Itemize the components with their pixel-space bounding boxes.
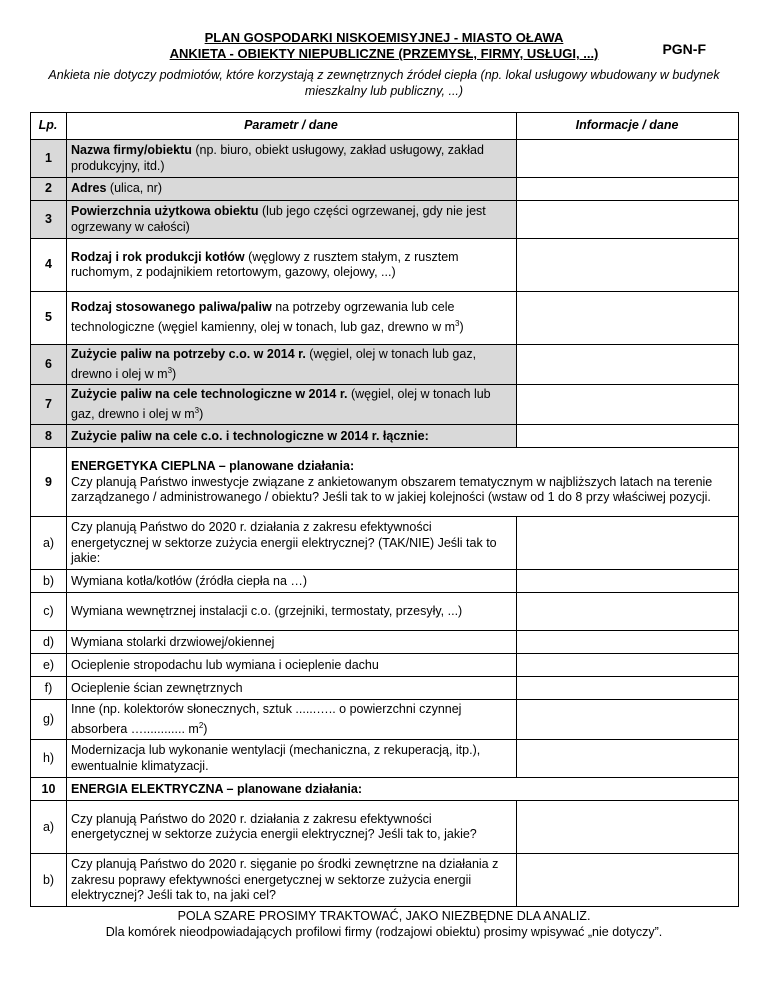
row-parameter (67, 801, 517, 854)
row-parameter (67, 700, 517, 740)
row-7-description: (węgiel, olej w tonach lub gaz, drewno i olej w m (71, 387, 491, 421)
form-code: PGN-F (662, 41, 706, 57)
row-letter: b) (31, 854, 67, 907)
table-row (31, 140, 739, 178)
row-answer-field[interactable] (517, 593, 739, 631)
row-parameter (67, 345, 517, 385)
table-row (31, 239, 739, 292)
section-10-title-cell (67, 778, 739, 801)
table-row (31, 700, 739, 740)
section-9-description (67, 448, 739, 517)
row-8-label: Zużycie paliw na cele c.o. i technologiczne w 2014 r. łącznie: (71, 428, 429, 443)
item-9-f-description: Ocieplenie ścian zewnętrznych (71, 680, 243, 695)
row-6-superscript: 3 (167, 365, 173, 375)
table-row (31, 631, 739, 654)
item-9-g-tail: ) (203, 721, 208, 736)
row-parameter (67, 654, 517, 677)
row-parameter (67, 239, 517, 292)
table-header-row (31, 113, 739, 140)
row-parameter (67, 178, 517, 201)
row-letter: e) (31, 654, 67, 677)
row-parameter (67, 854, 517, 907)
section-10-title: ENERGIA ELEKTRYCZNA – planowane działania: (71, 781, 363, 796)
row-letter: a) (31, 801, 67, 854)
row-letter: d) (31, 631, 67, 654)
row-5-superscript: 3 (455, 318, 460, 328)
row-number: 7 (31, 385, 67, 425)
row-answer-field[interactable] (517, 740, 739, 778)
section-10-row (31, 778, 739, 801)
footer-line-1: POLA SZARE PROSIMY TRAKTOWAĆ, JAKO NIEZBĘDNE DLA ANALIZ. (177, 909, 591, 923)
row-number: 9 (31, 448, 67, 517)
item-9-h-description: Modernizacja lub wykonanie wentylacji (mechaniczna, z rekuperacją, itp.), ewentualnie klimatyzacji. (71, 743, 481, 773)
col-header-info: Informacje / dane (517, 113, 739, 140)
item-9-g-superscript: 2 (198, 720, 204, 730)
row-5-label: Rodzaj stosowanego paliwa/paliw (71, 300, 272, 315)
row-4-description: (węglowy z rusztem stałym, z rusztem ruchomym, z podajnikiem retortowym, gazowy, olejowy, ...) (71, 249, 459, 279)
item-10-b-description: Czy planują Państwo do 2020 r. sięganie po środki zewnętrzne na działania z zakresu poprawy efektywności energetycznej w sektorze zużycia energii elektrycznej? Jeśli tak to, na jaki cel? (71, 857, 499, 903)
row-answer-field[interactable] (517, 292, 739, 345)
row-number: 10 (31, 778, 67, 801)
row-answer-field[interactable] (517, 517, 739, 570)
table-row (31, 292, 739, 345)
row-answer-field[interactable] (517, 631, 739, 654)
row-number: 3 (31, 201, 67, 239)
row-parameter (67, 201, 517, 239)
footer-line-2: Dla komórek nieodpowiadających profilowi firmy (rodzajowi obiektu) prosimy wpisywać „nie dotyczy”. (105, 925, 663, 939)
row-2-label: Adres (71, 181, 107, 196)
row-7-superscript: 3 (194, 405, 200, 415)
row-7-label: Zużycie paliw na cele technologiczne w 2014 r. (71, 387, 348, 402)
table-row (31, 677, 739, 700)
section-9-text: Czy planują Państwo inwestycje związane z ankietowanym obszarem tematycznym w najbliższych latach na terenie zarządzanego / administrowanego / obiektu? Jeśli tak to w jakiej kolejności (wstaw od 1 do 8 przy właściwej pozycji. (71, 474, 713, 505)
row-parameter (67, 570, 517, 593)
row-answer-field[interactable] (517, 854, 739, 907)
row-answer-field[interactable] (517, 801, 739, 854)
table-row (31, 593, 739, 631)
row-parameter (67, 385, 517, 425)
row-number: 5 (31, 292, 67, 345)
col-header-lp: Lp. (31, 113, 67, 140)
row-letter: a) (31, 517, 67, 570)
table-row (31, 654, 739, 677)
survey-table (30, 112, 739, 907)
table-row (31, 570, 739, 593)
table-row (31, 740, 739, 778)
row-answer-field[interactable] (517, 345, 739, 385)
row-answer-field[interactable] (517, 700, 739, 740)
row-answer-field[interactable] (517, 239, 739, 292)
row-6-description: (węgiel, olej w tonach lub gaz, drewno i olej w m (71, 347, 477, 381)
table-row (31, 201, 739, 239)
row-5-description: na potrzeby ogrzewania lub cele technologiczne (węgiel kamienny, olej w tonach, lub gaz, drewno w m (71, 300, 455, 335)
row-parameter (67, 593, 517, 631)
item-9-g-description: Inne (np. kolektorów słonecznych, sztuk ......….. o powierzchni czynnej absorbera …............ m (71, 702, 462, 736)
row-6-tail: ) (172, 366, 177, 381)
row-3-label: Powierzchnia użytkowa obiektu (71, 204, 259, 218)
item-10-a-description: Czy planują Państwo do 2020 r. działania z zakresu efektywności energetycznej w sektorze zużycia energii elektrycznej? Jeśli tak to, jakie? (71, 811, 477, 842)
row-number: 8 (31, 425, 67, 448)
row-letter: c) (31, 593, 67, 631)
table-row (31, 517, 739, 570)
row-letter: g) (31, 700, 67, 740)
row-answer-field[interactable] (517, 140, 739, 178)
table-row (31, 854, 739, 907)
row-answer-field[interactable] (517, 425, 739, 448)
row-number: 2 (31, 178, 67, 201)
row-1-description: (np. biuro, obiekt usługowy, zakład usługowy, zakład produkcyjny, itd.) (71, 143, 484, 173)
document-header (0, 30, 768, 62)
row-5-tail: ) (459, 320, 464, 335)
row-parameter (67, 140, 517, 178)
row-parameter (67, 740, 517, 778)
table-row (31, 425, 739, 448)
table-row (31, 345, 739, 385)
row-parameter (67, 517, 517, 570)
row-answer-field[interactable] (517, 654, 739, 677)
header-subtitle: ANKIETA - OBIEKTY NIEPUBLICZNE (PRZEMYSŁ, FIRMY, USŁUGI, ...) (169, 46, 599, 61)
row-answer-field[interactable] (517, 570, 739, 593)
row-number: 4 (31, 239, 67, 292)
row-7-tail: ) (199, 406, 204, 421)
row-letter: h) (31, 740, 67, 778)
row-parameter (67, 425, 517, 448)
row-answer-field[interactable] (517, 201, 739, 239)
row-answer-field[interactable] (517, 677, 739, 700)
row-parameter (67, 631, 517, 654)
row-letter: f) (31, 677, 67, 700)
header-title: PLAN GOSPODARKI NISKOEMISYJNEJ - MIASTO OŁAWA (204, 30, 564, 45)
item-9-e-description: Ocieplenie stropodachu lub wymiana i ocieplenie dachu (71, 657, 379, 672)
table-row (31, 801, 739, 854)
row-number: 6 (31, 345, 67, 385)
row-answer-field[interactable] (517, 178, 739, 201)
footer-note (0, 908, 768, 940)
section-9-title: ENERGETYKA CIEPLNA – planowane działania: (71, 459, 355, 474)
item-9-b-description: Wymiana kotła/kotłów (źródła ciepła na …) (71, 573, 308, 588)
intro-note: Ankieta nie dotyczy podmiotów, które korzystają z zewnętrznych źródeł ciepła (np. lokal usługowy wbudowany w budynek mieszkalny lub publiczny, ...) (48, 68, 720, 98)
row-answer-field[interactable] (517, 385, 739, 425)
col-header-param: Parametr / dane (67, 113, 517, 140)
table-row (31, 178, 739, 201)
row-2-description: (ulica, nr) (106, 181, 163, 196)
section-9-row (31, 448, 739, 517)
item-9-c-description: Wymiana wewnętrznej instalacji c.o. (grzejniki, termostaty, przesyły, ...) (71, 604, 463, 619)
row-4-label: Rodzaj i rok produkcji kotłów (71, 249, 245, 264)
table-row (31, 385, 739, 425)
row-1-label: Nazwa firmy/obiektu (71, 143, 192, 157)
item-9-a-description: Czy planują Państwo do 2020 r. działania z zakresu efektywności energetycznej w sektorze zużycia energii elektrycznej? (TAK/NIE) Jeśli tak to jakie: (71, 520, 497, 566)
row-letter: b) (31, 570, 67, 593)
row-6-label: Zużycie paliw na potrzeby c.o. w 2014 r. (71, 347, 306, 361)
item-9-d-description: Wymiana stolarki drzwiowej/okiennej (71, 634, 275, 649)
row-3-description: (lub jego części ogrzewanej, gdy nie jest ogrzewany w całości) (71, 204, 486, 234)
row-parameter (67, 677, 517, 700)
row-number: 1 (31, 140, 67, 178)
row-parameter (67, 292, 517, 345)
